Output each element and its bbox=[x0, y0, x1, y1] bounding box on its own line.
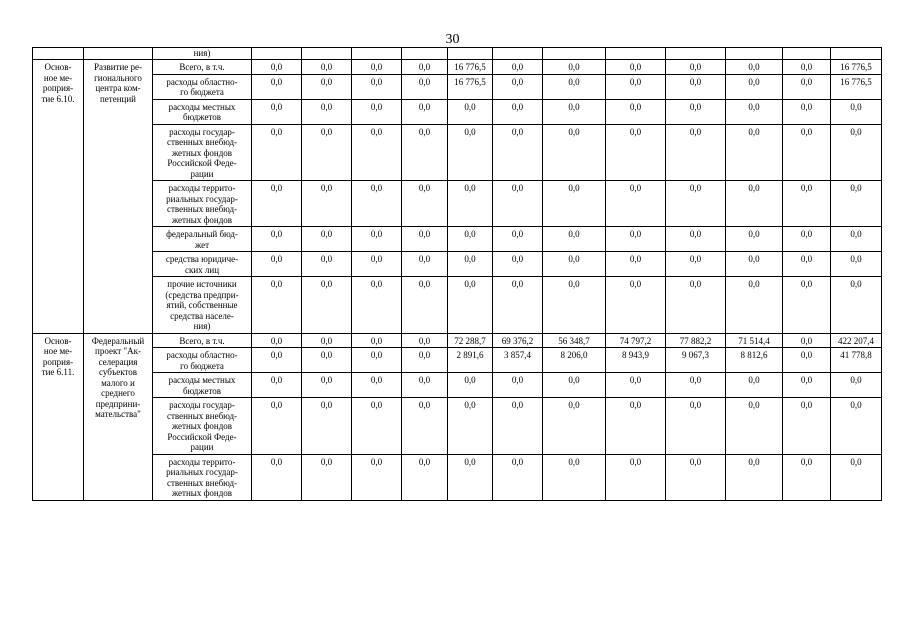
value-cell: 0,0 bbox=[302, 373, 352, 398]
value-cell: 0,0 bbox=[493, 277, 543, 334]
value-cell: 0,0 bbox=[543, 454, 606, 500]
value-cell: 0,0 bbox=[831, 454, 882, 500]
event-title-cell: Федеральный проект "Ак- селерация субъектов малого и среднего предприни- мательства" bbox=[84, 333, 153, 500]
value-cell: 2 891,6 bbox=[448, 348, 493, 373]
value-cell: 0,0 bbox=[402, 124, 448, 181]
funding-source-label: федеральный бюд- жет bbox=[153, 227, 252, 252]
value-cell: 0,0 bbox=[352, 99, 402, 124]
value-cell: 0,0 bbox=[252, 348, 302, 373]
value-cell: 0,0 bbox=[783, 348, 831, 373]
value-cell: 0,0 bbox=[726, 99, 783, 124]
value-cell: 0,0 bbox=[606, 181, 666, 227]
funding-source-label: расходы террито- риальных государ- ственных внебюд- жетных фондов bbox=[153, 181, 252, 227]
value-cell: 0,0 bbox=[402, 348, 448, 373]
value-cell: 0,0 bbox=[666, 454, 726, 500]
event-number-cell: Основ- ное ме- роприя- тие 6.10. bbox=[33, 60, 84, 334]
table-row bbox=[33, 277, 882, 334]
value-cell: 0,0 bbox=[666, 60, 726, 75]
value-cell: 0,0 bbox=[606, 252, 666, 277]
value-cell: 0,0 bbox=[448, 252, 493, 277]
value-cell: 0,0 bbox=[831, 252, 882, 277]
funding-source-label: Всего, в т.ч. bbox=[153, 333, 252, 348]
table-cell bbox=[84, 48, 153, 60]
value-cell: 16 776,5 bbox=[448, 60, 493, 75]
funding-source-label: расходы местных бюджетов bbox=[153, 99, 252, 124]
table-row bbox=[33, 373, 882, 398]
table-cell bbox=[33, 48, 84, 60]
value-cell: 72 288,7 bbox=[448, 333, 493, 348]
value-cell: 0,0 bbox=[402, 227, 448, 252]
value-cell: 0,0 bbox=[493, 373, 543, 398]
value-cell: 16 776,5 bbox=[831, 60, 882, 75]
table-row bbox=[33, 227, 882, 252]
value-cell: 77 882,2 bbox=[666, 333, 726, 348]
table-row bbox=[33, 181, 882, 227]
value-cell: 0,0 bbox=[726, 60, 783, 75]
value-cell: 0,0 bbox=[302, 227, 352, 252]
value-cell: 0,0 bbox=[543, 99, 606, 124]
value-cell: 0,0 bbox=[726, 454, 783, 500]
value-cell: 0,0 bbox=[783, 227, 831, 252]
value-cell: 0,0 bbox=[606, 454, 666, 500]
value-cell: 0,0 bbox=[493, 454, 543, 500]
table-row bbox=[33, 60, 882, 75]
page-number: 30 bbox=[445, 32, 460, 47]
value-cell: 0,0 bbox=[666, 124, 726, 181]
table-row bbox=[33, 252, 882, 277]
value-cell: 0,0 bbox=[252, 277, 302, 334]
funding-source-label: Всего, в т.ч. bbox=[153, 60, 252, 75]
funding-source-label: расходы государ- ственных внебюд- жетных фондов Российской Феде- рации bbox=[153, 398, 252, 455]
value-cell: 0,0 bbox=[448, 454, 493, 500]
funding-source-label: расходы террито- риальных государ- ственных внебюд- жетных фондов bbox=[153, 454, 252, 500]
table-row bbox=[33, 454, 882, 500]
event-number-cell: Основ- ное ме- роприя- тие 6.11. bbox=[33, 333, 84, 500]
value-cell: 8 943,9 bbox=[606, 348, 666, 373]
value-cell: 8 206,0 bbox=[543, 348, 606, 373]
value-cell: 0,0 bbox=[543, 252, 606, 277]
value-cell: 0,0 bbox=[402, 252, 448, 277]
value-cell: 0,0 bbox=[352, 277, 402, 334]
value-cell: 0,0 bbox=[352, 60, 402, 75]
value-cell: 0,0 bbox=[666, 181, 726, 227]
value-cell: 0,0 bbox=[666, 373, 726, 398]
funding-source-label: расходы областно- го бюджета bbox=[153, 74, 252, 99]
value-cell: 0,0 bbox=[352, 348, 402, 373]
table-row bbox=[33, 74, 882, 99]
value-cell: 0,0 bbox=[783, 60, 831, 75]
value-cell: 0,0 bbox=[352, 252, 402, 277]
continuation-row bbox=[33, 48, 882, 60]
value-cell: 0,0 bbox=[352, 227, 402, 252]
value-cell: 0,0 bbox=[302, 277, 352, 334]
value-cell: 0,0 bbox=[543, 398, 606, 455]
table-row bbox=[33, 333, 882, 348]
value-cell: 0,0 bbox=[448, 398, 493, 455]
value-cell: 0,0 bbox=[448, 181, 493, 227]
value-cell: 0,0 bbox=[302, 74, 352, 99]
value-cell: 0,0 bbox=[831, 227, 882, 252]
value-cell: 0,0 bbox=[543, 227, 606, 252]
value-cell: 0,0 bbox=[252, 99, 302, 124]
table-row bbox=[33, 99, 882, 124]
value-cell: 0,0 bbox=[302, 398, 352, 455]
value-cell: 0,0 bbox=[302, 181, 352, 227]
value-cell: 16 776,5 bbox=[448, 74, 493, 99]
value-cell: 0,0 bbox=[448, 277, 493, 334]
value-cell: 0,0 bbox=[831, 373, 882, 398]
value-cell: 0,0 bbox=[402, 398, 448, 455]
value-cell: 0,0 bbox=[352, 181, 402, 227]
value-cell: 0,0 bbox=[493, 398, 543, 455]
value-cell: 0,0 bbox=[252, 124, 302, 181]
value-cell: 0,0 bbox=[606, 277, 666, 334]
value-cell: 0,0 bbox=[831, 99, 882, 124]
value-cell: 0,0 bbox=[783, 74, 831, 99]
value-cell: 0,0 bbox=[402, 454, 448, 500]
value-cell: 0,0 bbox=[606, 124, 666, 181]
value-cell: 0,0 bbox=[831, 124, 882, 181]
value-cell: 422 207,4 bbox=[831, 333, 882, 348]
value-cell: 0,0 bbox=[726, 181, 783, 227]
value-cell: 0,0 bbox=[493, 252, 543, 277]
value-cell: 0,0 bbox=[352, 124, 402, 181]
value-cell: 0,0 bbox=[302, 333, 352, 348]
value-cell: 0,0 bbox=[726, 277, 783, 334]
value-cell: 0,0 bbox=[543, 60, 606, 75]
funding-source-label: расходы государ- ственных внебюд- жетных фондов Российской Феде- рации bbox=[153, 124, 252, 181]
value-cell: 0,0 bbox=[352, 373, 402, 398]
value-cell: 0,0 bbox=[543, 277, 606, 334]
value-cell: 0,0 bbox=[606, 99, 666, 124]
value-cell: 0,0 bbox=[666, 227, 726, 252]
value-cell: 0,0 bbox=[726, 124, 783, 181]
value-cell: 0,0 bbox=[252, 227, 302, 252]
value-cell: 8 812,6 bbox=[726, 348, 783, 373]
value-cell: 0,0 bbox=[302, 454, 352, 500]
value-cell: 0,0 bbox=[252, 333, 302, 348]
event-title-cell: Развитие ре- гионального центра ком- петенций bbox=[84, 60, 153, 334]
value-cell: 0,0 bbox=[783, 124, 831, 181]
value-cell: 0,0 bbox=[783, 454, 831, 500]
value-cell: 0,0 bbox=[302, 252, 352, 277]
table-row bbox=[33, 124, 882, 181]
value-cell: 0,0 bbox=[726, 252, 783, 277]
value-cell: 0,0 bbox=[252, 454, 302, 500]
value-cell: 0,0 bbox=[493, 60, 543, 75]
value-cell: 0,0 bbox=[726, 398, 783, 455]
value-cell: 0,0 bbox=[831, 398, 882, 455]
value-cell: 0,0 bbox=[252, 181, 302, 227]
value-cell: 0,0 bbox=[666, 74, 726, 99]
funding-source-label: прочие источники (средства предпри- ятий, собственные средства населе- ния) bbox=[153, 277, 252, 334]
value-cell: 0,0 bbox=[302, 99, 352, 124]
value-cell: 16 776,5 bbox=[831, 74, 882, 99]
value-cell: 0,0 bbox=[543, 74, 606, 99]
value-cell: 0,0 bbox=[783, 398, 831, 455]
value-cell: 0,0 bbox=[402, 181, 448, 227]
budget-table bbox=[32, 47, 882, 501]
value-cell: 0,0 bbox=[606, 398, 666, 455]
value-cell: 0,0 bbox=[543, 124, 606, 181]
value-cell: 0,0 bbox=[352, 333, 402, 348]
value-cell: 0,0 bbox=[402, 373, 448, 398]
value-cell: 0,0 bbox=[543, 181, 606, 227]
continuation-label: ния) bbox=[153, 48, 252, 60]
value-cell: 0,0 bbox=[783, 373, 831, 398]
value-cell: 0,0 bbox=[252, 373, 302, 398]
value-cell: 0,0 bbox=[666, 277, 726, 334]
value-cell: 0,0 bbox=[606, 373, 666, 398]
value-cell: 0,0 bbox=[783, 252, 831, 277]
value-cell: 0,0 bbox=[606, 227, 666, 252]
funding-source-label: расходы областно- го бюджета bbox=[153, 348, 252, 373]
value-cell: 0,0 bbox=[402, 277, 448, 334]
value-cell: 0,0 bbox=[726, 373, 783, 398]
funding-source-label: средства юридиче- ских лиц bbox=[153, 252, 252, 277]
value-cell: 0,0 bbox=[252, 60, 302, 75]
value-cell: 0,0 bbox=[493, 124, 543, 181]
value-cell: 0,0 bbox=[302, 348, 352, 373]
value-cell: 0,0 bbox=[252, 252, 302, 277]
value-cell: 0,0 bbox=[448, 227, 493, 252]
value-cell: 0,0 bbox=[783, 333, 831, 348]
value-cell: 41 778,8 bbox=[831, 348, 882, 373]
value-cell: 3 857,4 bbox=[493, 348, 543, 373]
value-cell: 0,0 bbox=[606, 60, 666, 75]
value-cell: 0,0 bbox=[831, 277, 882, 334]
value-cell: 74 797,2 bbox=[606, 333, 666, 348]
value-cell: 0,0 bbox=[448, 99, 493, 124]
value-cell: 0,0 bbox=[726, 227, 783, 252]
value-cell: 71 514,4 bbox=[726, 333, 783, 348]
value-cell: 0,0 bbox=[352, 454, 402, 500]
value-cell: 0,0 bbox=[252, 398, 302, 455]
value-cell: 0,0 bbox=[252, 74, 302, 99]
value-cell: 0,0 bbox=[402, 60, 448, 75]
table-row bbox=[33, 348, 882, 373]
value-cell: 0,0 bbox=[302, 60, 352, 75]
value-cell: 0,0 bbox=[543, 373, 606, 398]
value-cell: 0,0 bbox=[726, 74, 783, 99]
value-cell: 9 067,3 bbox=[666, 348, 726, 373]
value-cell: 56 348,7 bbox=[543, 333, 606, 348]
value-cell: 69 376,2 bbox=[493, 333, 543, 348]
value-cell: 0,0 bbox=[783, 99, 831, 124]
value-cell: 0,0 bbox=[493, 99, 543, 124]
table-row bbox=[33, 398, 882, 455]
value-cell: 0,0 bbox=[493, 74, 543, 99]
value-cell: 0,0 bbox=[783, 277, 831, 334]
value-cell: 0,0 bbox=[402, 74, 448, 99]
value-cell: 0,0 bbox=[666, 252, 726, 277]
value-cell: 0,0 bbox=[448, 373, 493, 398]
value-cell: 0,0 bbox=[402, 333, 448, 348]
value-cell: 0,0 bbox=[783, 181, 831, 227]
funding-source-label: расходы местных бюджетов bbox=[153, 373, 252, 398]
value-cell: 0,0 bbox=[352, 74, 402, 99]
value-cell: 0,0 bbox=[831, 181, 882, 227]
value-cell: 0,0 bbox=[493, 181, 543, 227]
value-cell: 0,0 bbox=[666, 398, 726, 455]
value-cell: 0,0 bbox=[448, 124, 493, 181]
value-cell: 0,0 bbox=[302, 124, 352, 181]
value-cell: 0,0 bbox=[666, 99, 726, 124]
value-cell: 0,0 bbox=[493, 227, 543, 252]
value-cell: 0,0 bbox=[606, 74, 666, 99]
value-cell: 0,0 bbox=[402, 99, 448, 124]
value-cell: 0,0 bbox=[352, 398, 402, 455]
